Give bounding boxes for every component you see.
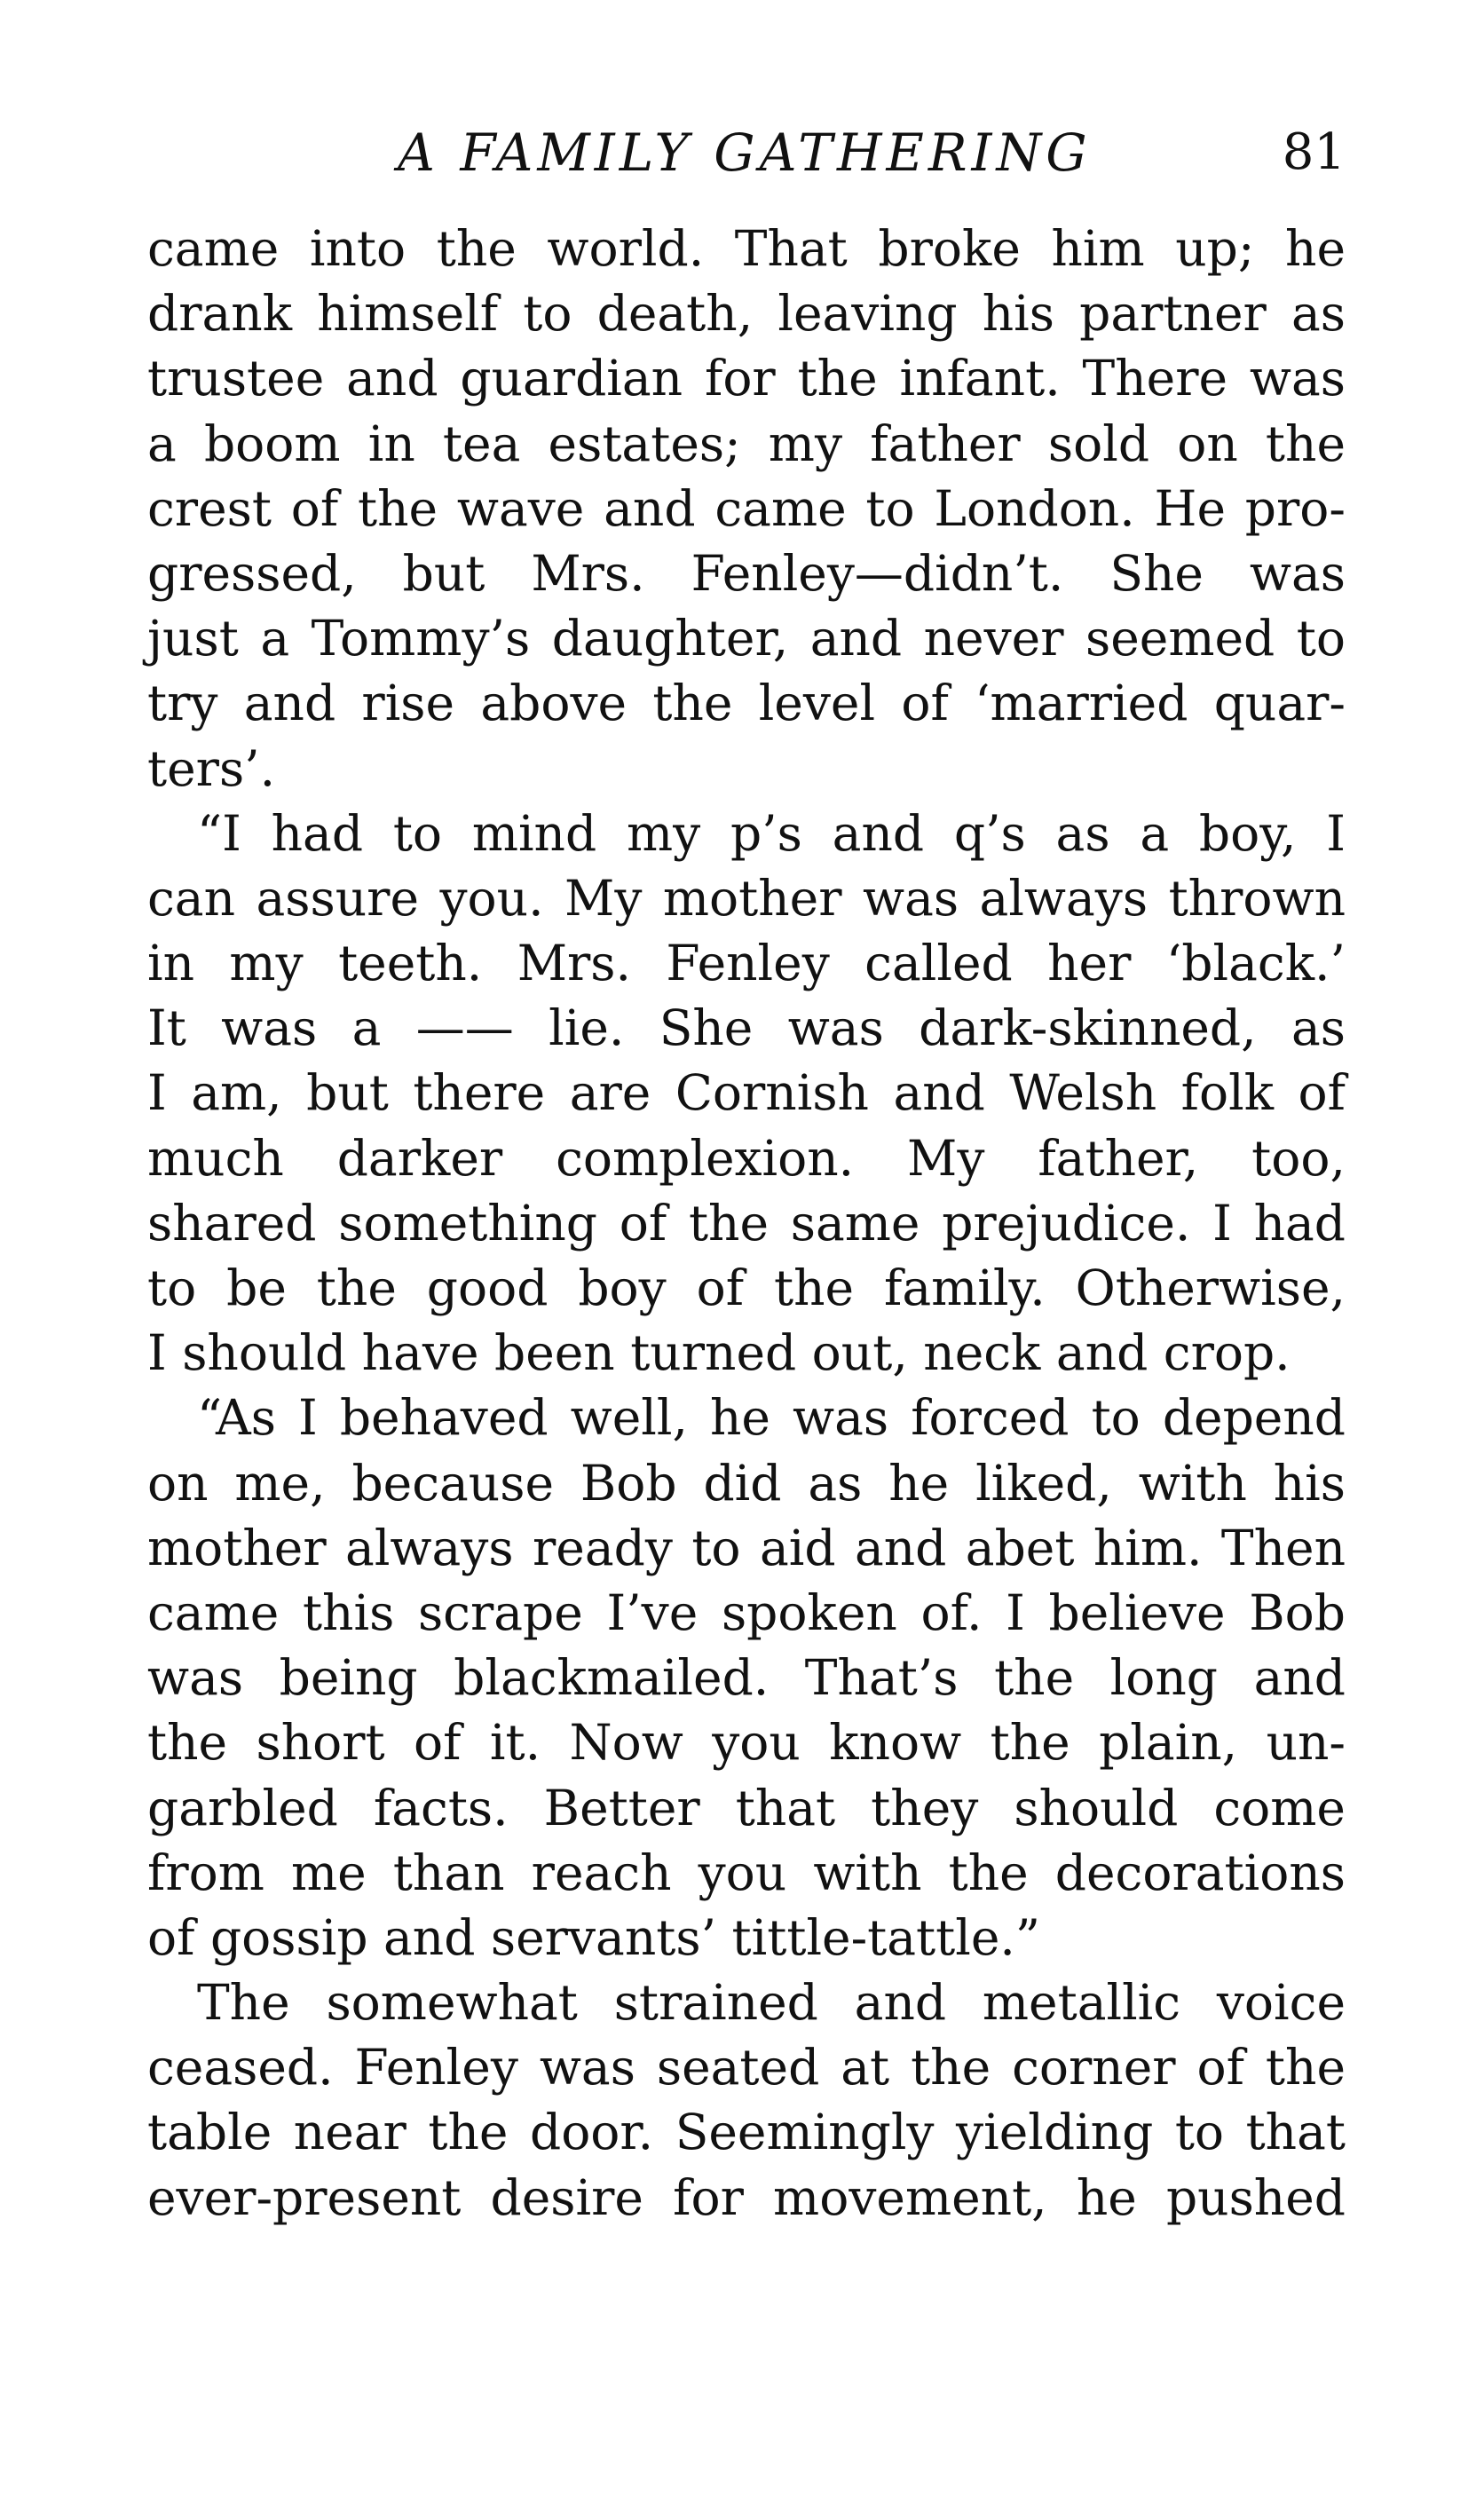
- running-title: A FAMILY GATHERING: [398, 122, 1092, 183]
- text-line: crest of the wave and came to London. He pro-: [147, 479, 1346, 537]
- text-line: try and rise above the level of ‘married quar-: [147, 675, 1346, 732]
- text-line: table near the door. Seemingly yielding to that: [147, 2104, 1346, 2161]
- text-line: drank himself to death, leaving his partner as: [147, 285, 1346, 343]
- text-line: can assure you. My mother was always thrown: [147, 869, 1346, 927]
- text-line: “As I behaved well, he was forced to depend: [197, 1389, 1346, 1447]
- text-line: ever-present desire for movement, he pushed: [147, 2168, 1346, 2226]
- text-line: to be the good boy of the family. Otherwise,: [147, 1260, 1346, 1316]
- text-line: mother always ready to aid and abet him. Then: [147, 1519, 1346, 1576]
- text-line: The somewhat strained and metallic voice: [197, 1974, 1346, 2032]
- text-line: shared something of the same prejudice. I had: [147, 1194, 1346, 1252]
- page-number: 81: [1282, 123, 1346, 181]
- text-line: gressed, but Mrs. Fenley—didn’t. She was: [147, 544, 1346, 602]
- text-line: I am, but there are Cornish and Welsh folk of: [147, 1064, 1346, 1122]
- text-line: came this scrape I’ve spoken of. I believe Bob: [147, 1583, 1346, 1641]
- text-line: on me, because Bob did as he liked, with his: [147, 1454, 1346, 1512]
- text-line: much darker complexion. My father, too,: [147, 1129, 1346, 1187]
- text-line: ters’.: [147, 739, 276, 797]
- text-line: just a Tommy’s daughter, and never seemed to: [147, 610, 1346, 667]
- text-line: I should have been turned out, neck and crop.: [147, 1324, 1291, 1382]
- text-line: was being blackmailed. That’s the long and: [147, 1649, 1346, 1707]
- text-line: of gossip and servants’ tittle-tattle.”: [147, 1908, 1041, 1966]
- text-line: the short of it. Now you know the plain, un-: [147, 1714, 1346, 1772]
- text-line: in my teeth. Mrs. Fenley called her ‘black.’: [147, 935, 1346, 992]
- text-line: a boom in tea estates; my father sold on the: [147, 415, 1346, 472]
- text-line: It was a —— lie. She was dark-skinned, as: [147, 999, 1346, 1057]
- text-line: ceased. Fenley was seated at the corner of the: [147, 2039, 1346, 2097]
- body-text: [147, 217, 1346, 2231]
- text-line: garbled facts. Better that they should come: [147, 1779, 1346, 1836]
- text-line: from me than reach you with the decorations: [147, 1844, 1346, 1901]
- text-line: came into the world. That broke him up; he: [147, 220, 1346, 277]
- running-head: [149, 117, 1346, 188]
- text-line: trustee and guardian for the infant. There was: [147, 350, 1346, 407]
- text-line: “I had to mind my p’s and q’s as a boy, I: [197, 804, 1346, 862]
